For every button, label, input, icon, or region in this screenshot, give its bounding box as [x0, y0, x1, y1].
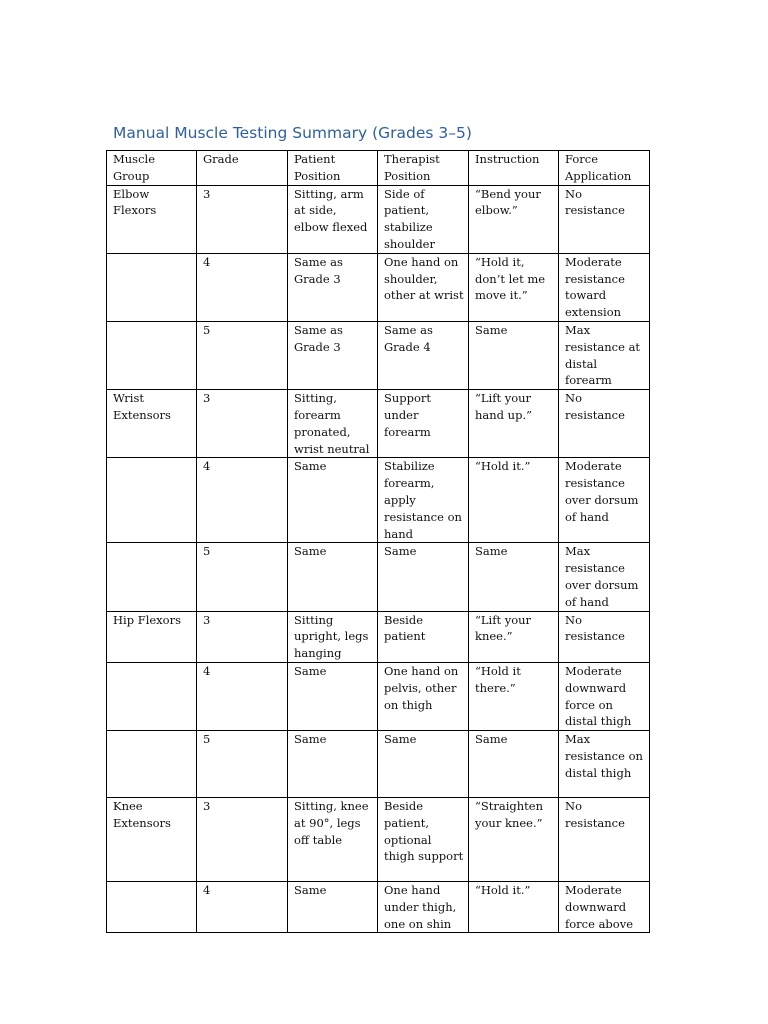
header-grade: Grade [197, 151, 288, 186]
cell-therapist-position: Same [378, 731, 469, 798]
cell-instruction: “Lift your hand up.” [469, 390, 559, 458]
cell-force-application: No resistance [559, 798, 650, 882]
cell-instruction: Same [469, 731, 559, 798]
cell-force-application: Moderate resistance over dorsum of hand [559, 458, 650, 543]
cell-therapist-position: Beside patient [378, 611, 469, 662]
muscle-testing-table [106, 150, 650, 933]
cell-muscle-group [107, 321, 197, 389]
cell-therapist-position: Same as Grade 4 [378, 321, 469, 389]
cell-patient-position: Same as Grade 3 [288, 253, 378, 321]
cell-instruction: Same [469, 543, 559, 611]
cell-patient-position: Sitting, arm at side, elbow flexed [288, 185, 378, 253]
cell-therapist-position: One hand on pelvis, other on thigh [378, 662, 469, 730]
cell-therapist-position: Beside patient, optional thigh support [378, 798, 469, 882]
cell-force-application: Moderate downward force on distal thigh [559, 662, 650, 730]
table-header-row [107, 151, 650, 186]
cell-therapist-position: Support under forearm [378, 390, 469, 458]
table-row [107, 543, 650, 611]
cell-grade: 5 [197, 321, 288, 389]
cell-muscle-group: Elbow Flexors [107, 185, 197, 253]
cell-force-application: Max resistance at distal forearm [559, 321, 650, 389]
cell-muscle-group [107, 882, 197, 933]
cell-patient-position: Same [288, 458, 378, 543]
cell-patient-position: Same as Grade 3 [288, 321, 378, 389]
table-row [107, 611, 650, 662]
header-force-application: Force Application [559, 151, 650, 186]
cell-therapist-position: Same [378, 543, 469, 611]
cell-patient-position: Same [288, 882, 378, 933]
cell-grade: 4 [197, 253, 288, 321]
cell-patient-position: Sitting, forearm pronated, wrist neutral [288, 390, 378, 458]
cell-patient-position: Same [288, 543, 378, 611]
cell-muscle-group: Wrist Extensors [107, 390, 197, 458]
table-row [107, 390, 650, 458]
cell-therapist-position: Side of patient, stabilize shoulder [378, 185, 469, 253]
cell-muscle-group [107, 731, 197, 798]
header-instruction: Instruction [469, 151, 559, 186]
table-row [107, 798, 650, 882]
table-row [107, 662, 650, 730]
cell-muscle-group [107, 662, 197, 730]
cell-instruction: “Straighten your knee.” [469, 798, 559, 882]
cell-instruction: “Lift your knee.” [469, 611, 559, 662]
cell-grade: 4 [197, 662, 288, 730]
cell-grade: 3 [197, 390, 288, 458]
cell-patient-position: Sitting upright, legs hanging [288, 611, 378, 662]
cell-muscle-group: Knee Extensors [107, 798, 197, 882]
cell-therapist-position: One hand on shoulder, other at wrist [378, 253, 469, 321]
cell-patient-position: Same [288, 662, 378, 730]
cell-muscle-group [107, 458, 197, 543]
cell-patient-position: Sitting, knee at 90°, legs off table [288, 798, 378, 882]
cell-force-application: Moderate downward force above [559, 882, 650, 933]
cell-instruction: “Hold it there.” [469, 662, 559, 730]
table-row [107, 882, 650, 933]
cell-force-application: Max resistance on distal thigh [559, 731, 650, 798]
cell-therapist-position: Stabilize forearm, apply resistance on hand [378, 458, 469, 543]
header-therapist-position: Therapist Position [378, 151, 469, 186]
header-patient-position: Patient Position [288, 151, 378, 186]
table-row [107, 253, 650, 321]
document-title: Manual Muscle Testing Summary (Grades 3–5) [113, 124, 472, 142]
table-row [107, 731, 650, 798]
table-row [107, 321, 650, 389]
cell-patient-position: Same [288, 731, 378, 798]
cell-instruction: Same [469, 321, 559, 389]
cell-muscle-group [107, 253, 197, 321]
cell-therapist-position: One hand under thigh, one on shin [378, 882, 469, 933]
cell-force-application: No resistance [559, 390, 650, 458]
cell-instruction: “Hold it, don’t let me move it.” [469, 253, 559, 321]
cell-grade: 3 [197, 185, 288, 253]
header-muscle-group: Muscle Group [107, 151, 197, 186]
cell-force-application: No resistance [559, 611, 650, 662]
cell-grade: 5 [197, 543, 288, 611]
cell-force-application: Moderate resistance toward extension [559, 253, 650, 321]
cell-grade: 4 [197, 458, 288, 543]
cell-muscle-group [107, 543, 197, 611]
cell-grade: 3 [197, 798, 288, 882]
cell-grade: 4 [197, 882, 288, 933]
table-row [107, 185, 650, 253]
table-row [107, 458, 650, 543]
cell-force-application: Max resistance over dorsum of hand [559, 543, 650, 611]
cell-grade: 5 [197, 731, 288, 798]
cell-muscle-group: Hip Flexors [107, 611, 197, 662]
cell-force-application: No resistance [559, 185, 650, 253]
cell-instruction: “Bend your elbow.” [469, 185, 559, 253]
cell-grade: 3 [197, 611, 288, 662]
cell-instruction: “Hold it.” [469, 458, 559, 543]
cell-instruction: “Hold it.” [469, 882, 559, 933]
